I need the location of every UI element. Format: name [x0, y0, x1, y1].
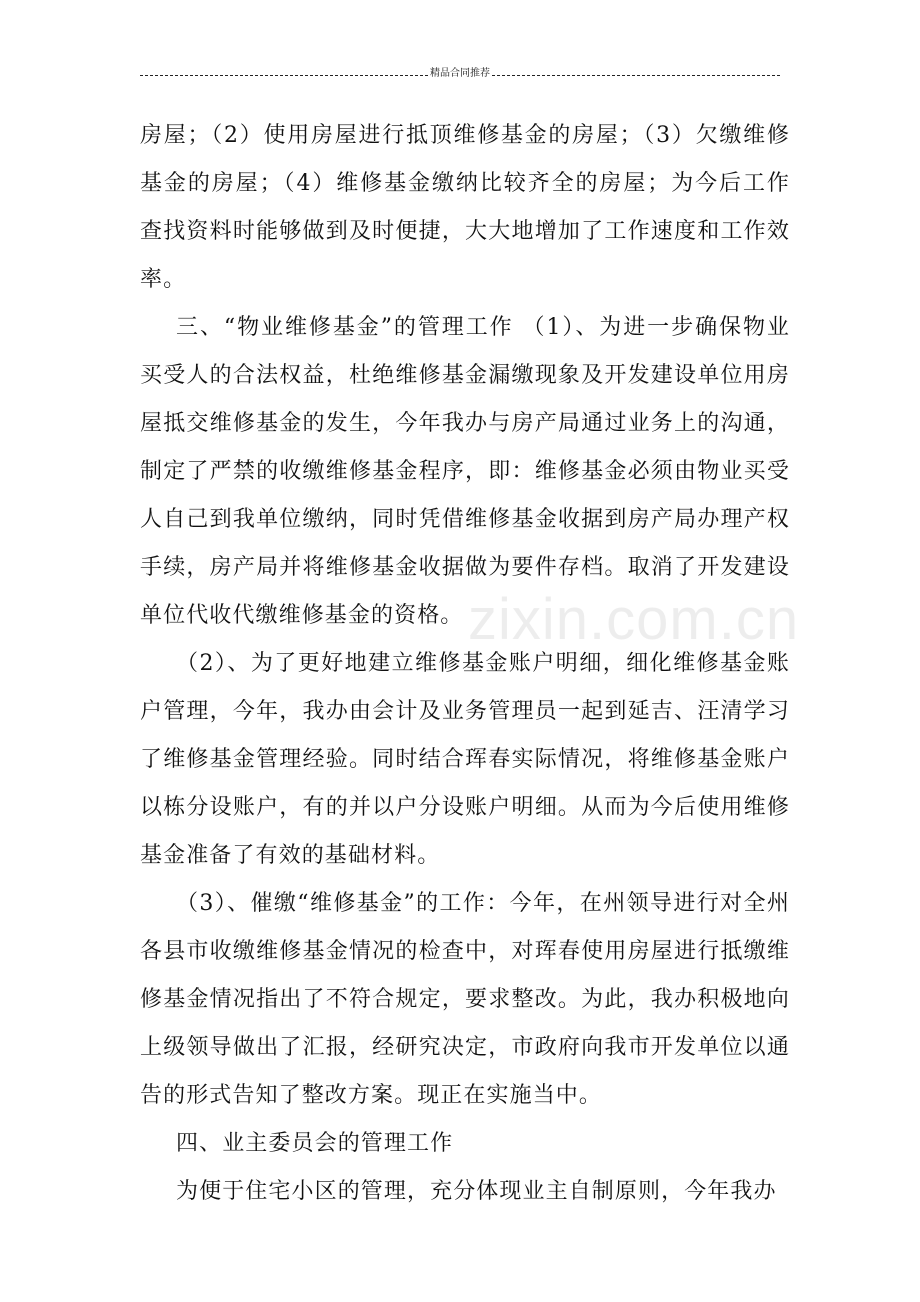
- paragraph-item-three: （3）、催缴“维修基金”的工作：今年，在州领导进行对全州各县市收缴维修基金情况的检查中，对珲春使用房屋进行抵缴维修基金情况指出了不符合规定，要求整改。为此，我办积极地向上级领导做出了汇报，经研究决定，市政府向我市开发单位以通告的形式告知了整改方案。现正在实施当中。: [140, 891, 790, 1108]
- header-title: 精品合同推荐: [430, 68, 490, 79]
- header-dash-left: [140, 75, 428, 76]
- paragraph-continuation: 房屋；（2）使用房屋进行抵顶维修基金的房屋；（3）欠缴维修基金的房屋；（4）维修基金缴纳比较齐全的房屋；为今后工作查找资料时能够做到及时便捷，大大地增加了工作速度和工作效率。: [140, 123, 790, 292]
- section-four-heading: 四、业主委员会的管理工作: [176, 1131, 454, 1156]
- paragraph-item-two: （2）、为了更好地建立维修基金账户明细，细化维修基金账户管理，今年，我办由会计及业务管理员一起到延吉、汪清学习了维修基金管理经验。同时结合珲春实际情况，将维修基金账户以栋分设账户，有的并以户分设账户明细。从而为今后使用维修基金准备了有效的基础材料。: [140, 651, 790, 868]
- paragraph-section-four: 为便于住宅小区的管理，充分体现业主自制原则，今年我办: [176, 1179, 777, 1204]
- page-header: [140, 64, 780, 84]
- watermark: zixin.com.cn: [468, 587, 800, 652]
- document-body: [140, 112, 790, 1216]
- paragraph-section-three: 三、“物业维修基金”的管理工作 （1）、为进一步确保物业买受人的合法权益，杜绝维修基金漏缴现象及开发建设单位用房屋抵交维修基金的发生，今年我办与房产局通过业务上的沟通，制定了严禁的收缴维修基金程序，即：维修基金必须由物业买受人自己到我单位缴纳，同时凭借维修基金收据到房产局办理产权手续，房产局并将维修基金收据做为要件存档。取消了开发建设单位代收代缴维修基金的资格。: [140, 315, 790, 628]
- header-dash-right: [492, 75, 780, 76]
